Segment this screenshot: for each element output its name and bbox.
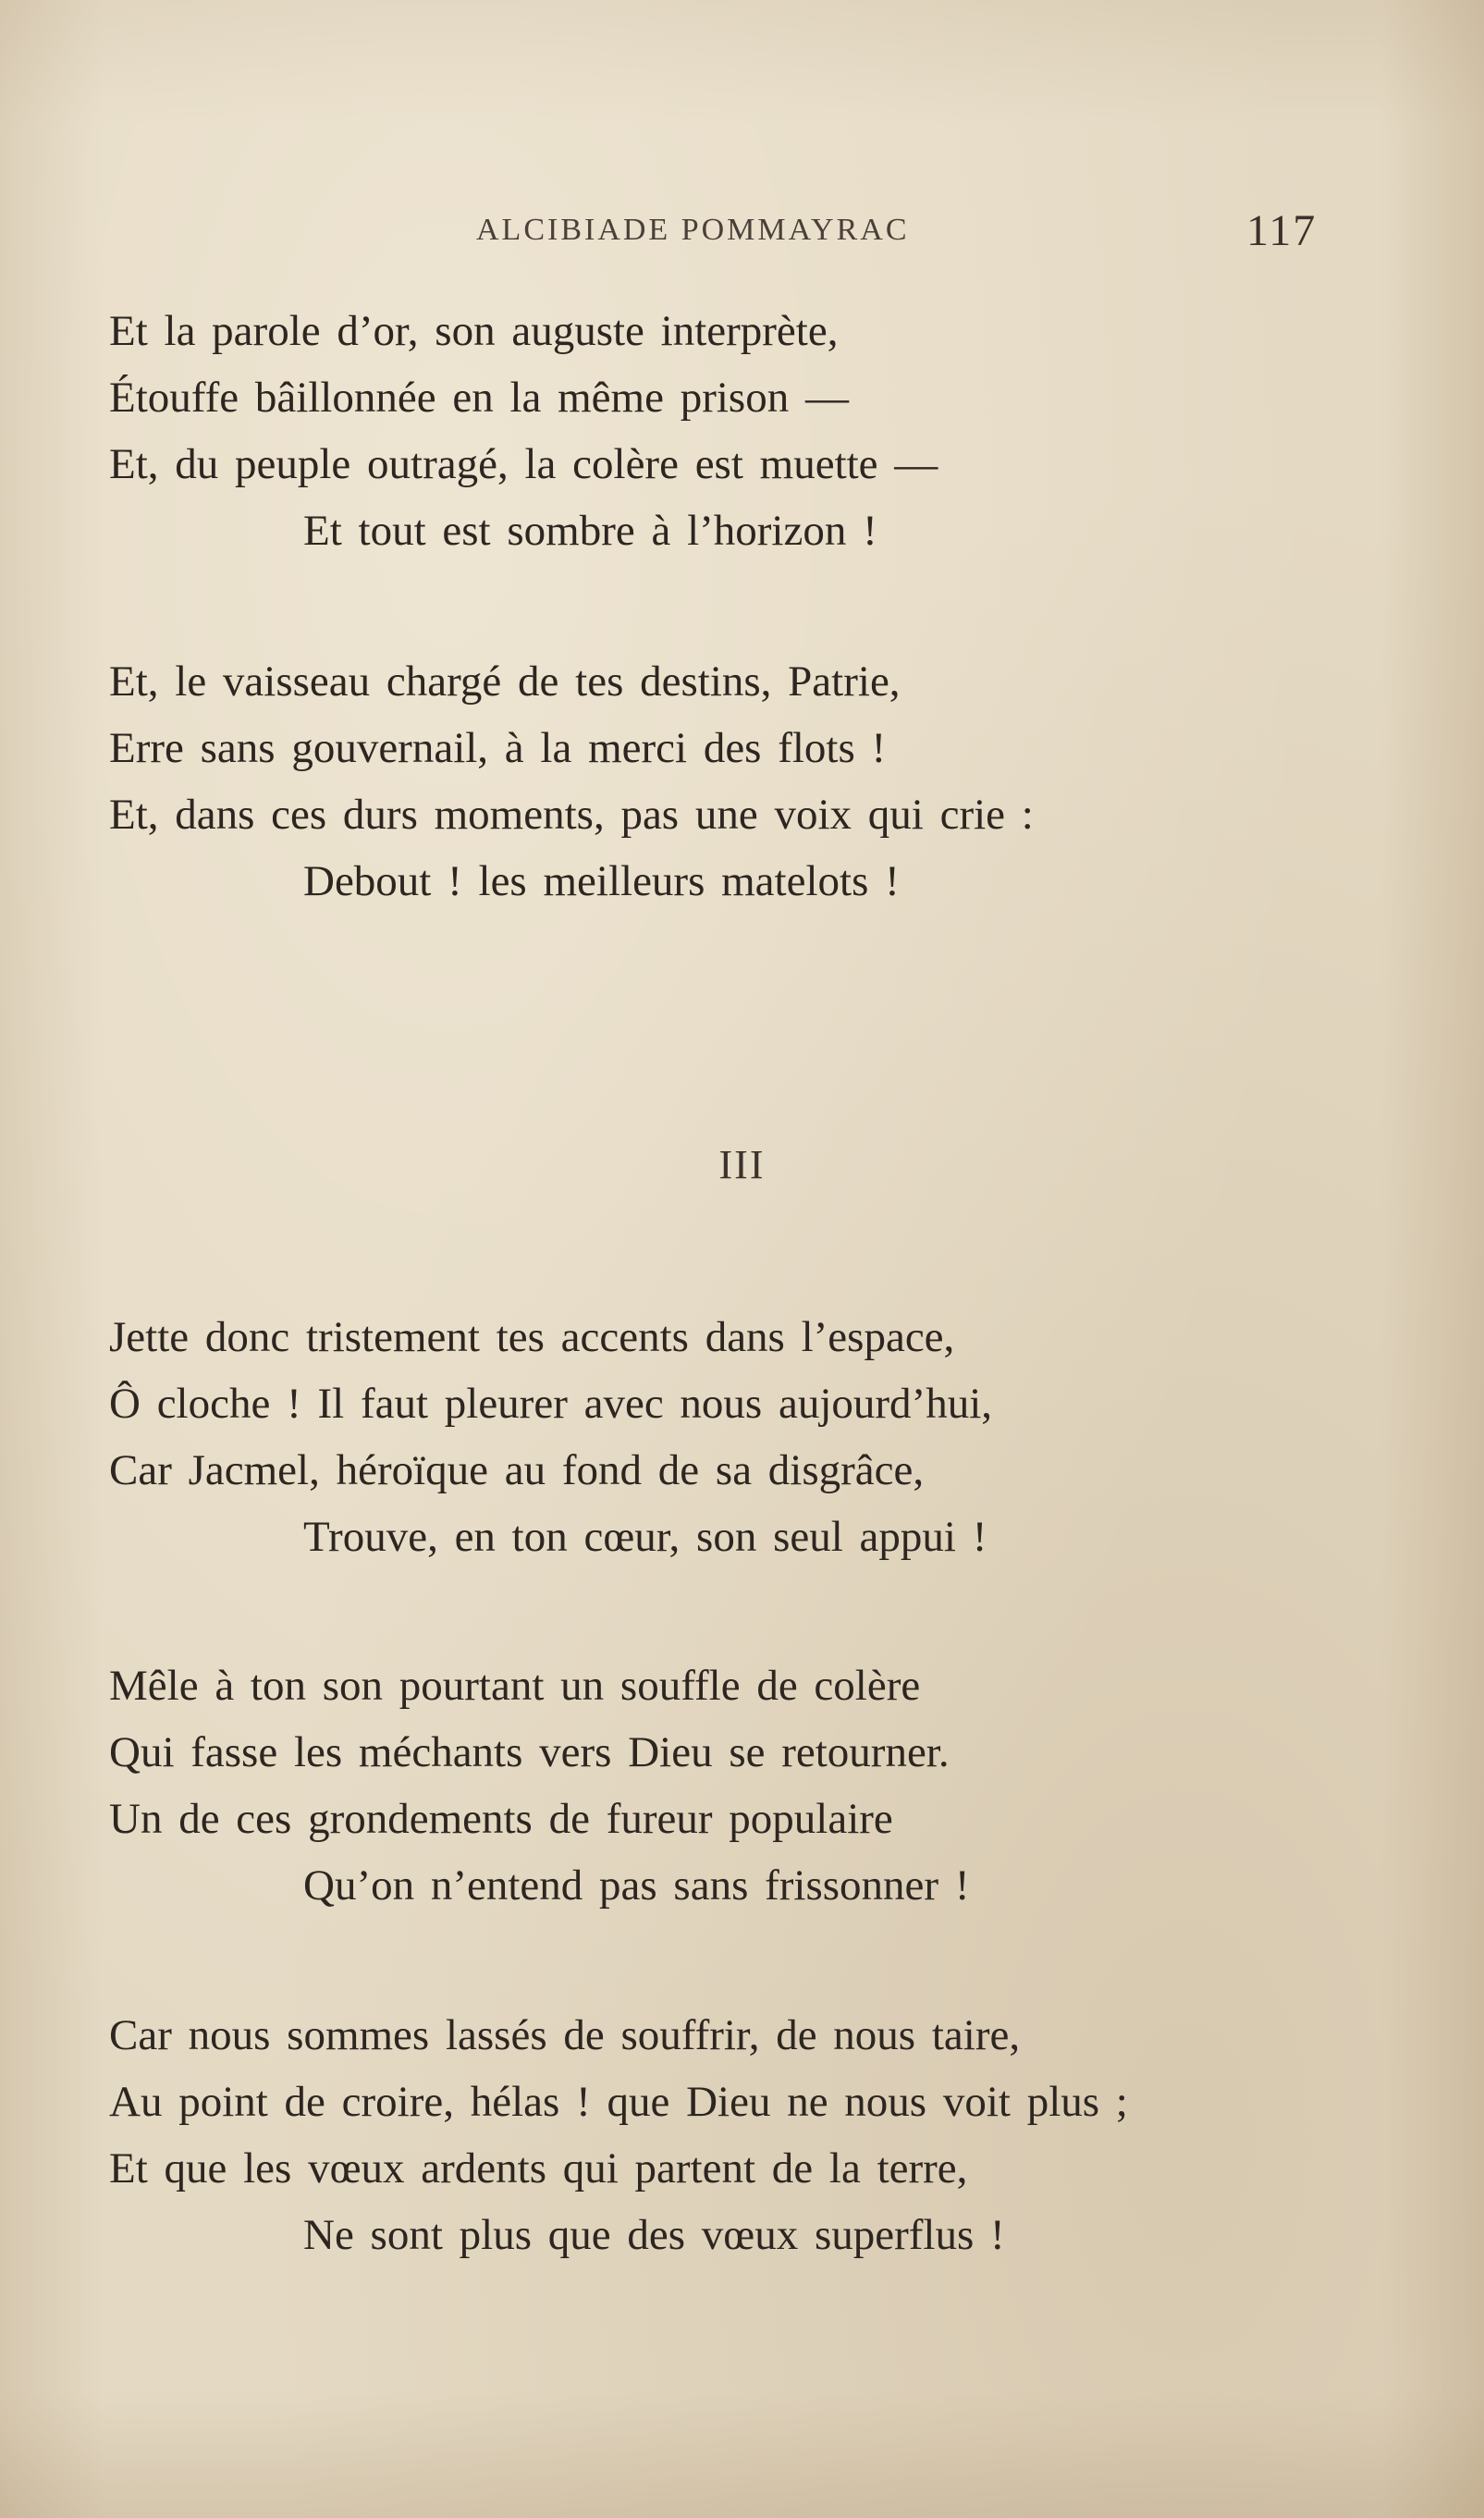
verse-line: Qui fasse les méchants vers Dieu se retourner. [109,1728,950,1776]
verse-line: Et que les vœux ardents qui partent de la terre, [109,2144,968,2193]
verse-line: Étouffe bâillonnée en la même prison — [109,374,849,422]
verse-line: Et, le vaisseau chargé de tes destins, Patrie, [109,657,901,706]
page-number: 117 [1246,206,1318,255]
verse-line: Au point de croire, hélas ! que Dieu ne nous voit plus ; [109,2078,1128,2126]
verse-line: Jette donc tristement tes accents dans l’espace, [109,1313,955,1361]
verse-line: Mêle à ton son pourtant un souffle de colère [109,1662,921,1710]
verse-line-indented: Et tout est sombre à l’horizon ! [303,507,877,555]
verse-line-indented: Ne sont plus que des vœux superflus ! [303,2211,1005,2259]
running-head [0,205,1484,261]
verse-line: Car nous sommes lassés de souffrir, de nous taire, [109,2011,1021,2059]
verse-line: Ô cloche ! Il faut pleurer avec nous aujourd’hui, [109,1380,992,1428]
stanza [109,648,1330,915]
verse-line-indented: Trouve, en ton cœur, son seul appui ! [303,1513,987,1561]
stanza [109,298,1330,564]
verse-line: Et, du peuple outragé, la colère est muette — [109,440,938,488]
stanza [109,1304,1330,1570]
section-number: III [718,1142,766,1187]
running-title: ALCIBIADE POMMAYRAC [476,213,910,247]
verse-line-indented: Debout ! les meilleurs matelots ! [303,857,900,905]
stanza [109,1652,1330,1919]
verse-line: Et la parole d’or, son auguste interprète, [109,307,839,355]
verse-line: Et, dans ces durs moments, pas une voix qui crie : [109,791,1034,839]
verse-line: Erre sans gouvernail, à la merci des flots ! [109,724,887,772]
stanza [109,2002,1330,2268]
verse-line: Car Jacmel, héroïque au fond de sa disgrâce, [109,1446,925,1494]
verse-line: Un de ces grondements de fureur populaire [109,1795,893,1843]
verse-line-indented: Qu’on n’entend pas sans frissonner ! [303,1861,970,1910]
